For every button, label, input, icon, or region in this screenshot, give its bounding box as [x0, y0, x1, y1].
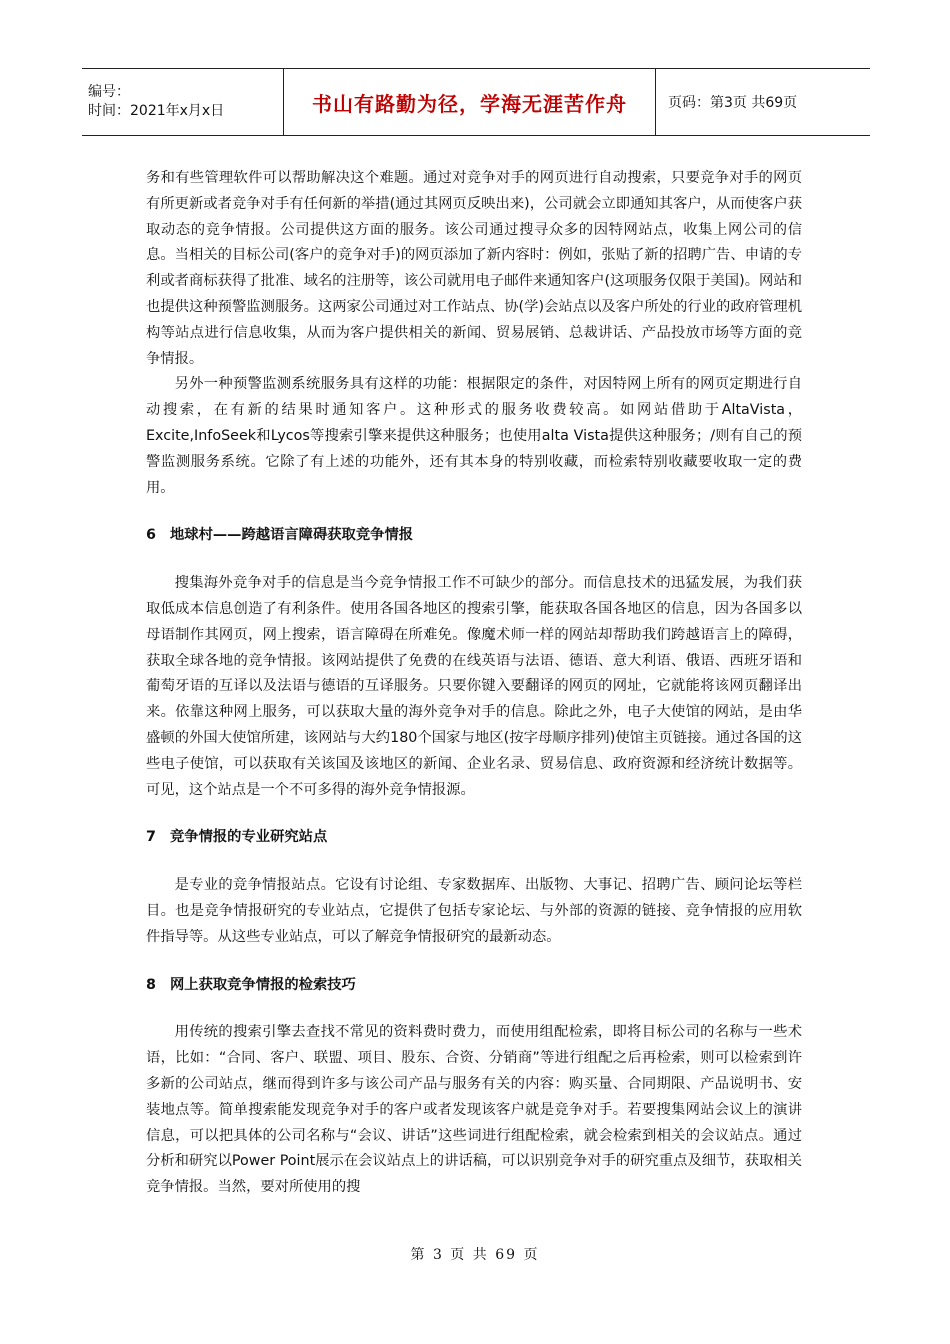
paragraph: 务和有些管理软件可以帮助解决这个难题。通过对竞争对手的网页进行自动搜索，只要竞争对手的网页有所更新或者竞争对手有任何新的举措(通过其网页反映出来)，公司就会立即通知其客户，从而使客户获取动态的竞争情报。公司提供这方面的服务。该公司通过搜寻众多的因特网站点，收集上网公司的信息。当相关的目标公司(客户的竞争对手)的网页添加了新内容时：例如，张贴了新的招聘广告、申请的专利或者商标获得了批准、域名的注册等，该公司就用电子邮件来通知客户(这项服务仅限于美国)。网站和也提供这种预警监测服务。这两家公司通过对工作站点、协(学)会站点以及客户所处的行业的政府管理机构等站点进行信息收集，从而为客户提供相关的新闻、贸易展销、总裁讲话、产品投放市场等方面的竞争情报。 [146, 170, 802, 367]
section-title: 地球村——跨越语言障碍获取竞争情报 [170, 527, 414, 544]
section-number: 6 [146, 527, 156, 544]
page-header [82, 68, 870, 136]
section-title: 网上获取竞争情报的检索技巧 [170, 976, 356, 993]
section-number: 8 [146, 976, 156, 993]
number-label: 编号： [88, 84, 130, 100]
paragraph: 用传统的搜索引擎去查找不常见的资料费时费力，而使用组配检索，即将目标公司的名称与一些术语，比如：“合同、客户、联盟、项目、股东、合资、分销商”等进行组配之后再检索，则可以检索到许多新的公司站点，继而得到许多与该公司产品与服务有关的内容：购买量、合同期限、产品说明书、安装地点等。简单搜索能发现竞争对手的客户或者发现该客户就是竞争对手。若要搜集网站会议上的演讲信息，可以把具体的公司名称与“会议、讲话”这些词进行组配检索，就会检索到相关的会议站点。通过分析和研究以Power Point展示在会议站点上的讲话稿，可以识别竞争对手的研究重点及细节，获取相关竞争情报。当然，要对所使用的搜 [146, 1024, 802, 1196]
header-motto: 书山有路勤为径，学海无涯苦作舟 [284, 69, 656, 135]
section-heading-8 [146, 973, 802, 999]
header-meta [82, 69, 284, 135]
document-body [146, 166, 802, 1201]
paragraph: 搜集海外竞争对手的信息是当今竞争情报工作不可缺少的部分。而信息技术的迅猛发展，为我们获取低成本信息创造了有利条件。使用各国各地区的搜索引擎，能获取各国各地区的信息，因为各国多以母语制作其网页，网上搜索，语言障碍在所难免。像魔术师一样的网站却帮助我们跨越语言上的障碍，获取全球各地的竞争情报。该网站提供了免费的在线英语与法语、德语、意大利语、俄语、西班牙语和葡萄牙语的互译以及法语与德语的互译服务。只要你键入要翻译的网页的网址，它就能将该网页翻译出来。依靠这种网上服务，可以获取大量的海外竞争对手的信息。除此之外，电子大使馆的网站，是由华盛顿的外国大使馆所建，该网站与大约180个国家与地区(按字母顺序排列)使馆主页链接。通过各国的这些电子使馆，可以获取有关该国及该地区的新闻、企业名录、贸易信息、政府资源和经济统计数据等。可见，这个站点是一个不可多得的海外竞争情报源。 [146, 575, 802, 798]
section-heading-6 [146, 523, 802, 549]
time-label: 时间：2021年x月x日 [88, 103, 225, 119]
paragraph: 是专业的竞争情报站点。它设有讨论组、专家数据库、出版物、大事记、招聘广告、顾问论坛等栏目。也是竞争情报研究的专业站点，它提供了包括专家论坛、与外部的资源的链接、竞争情报的应用软件指导等。从这些专业站点，可以了解竞争情报研究的最新动态。 [146, 877, 802, 945]
section-number: 7 [146, 829, 156, 846]
section-title: 竞争情报的专业研究站点 [170, 829, 328, 846]
page-footer: 第 3 页 共 69 页 [410, 1247, 540, 1263]
header-page-info: 页码：第3页 共69页 [668, 95, 798, 111]
paragraph: 另外一种预警监测系统服务具有这样的功能：根据限定的条件，对因特网上所有的网页定期进行自动搜索，在有新的结果时通知客户。这种形式的服务收费较高。如网站借助于AltaVista，Excite,InfoSeek和Lycos等搜索引擎来提供这种服务；也使用alta Vista提供这种服务；/则有自己的预警监测服务系统。它除了有上述的功能外，还有其本身的特别收藏，而检索特别收藏要收取一定的费用。 [146, 376, 802, 496]
section-heading-7 [146, 825, 802, 851]
